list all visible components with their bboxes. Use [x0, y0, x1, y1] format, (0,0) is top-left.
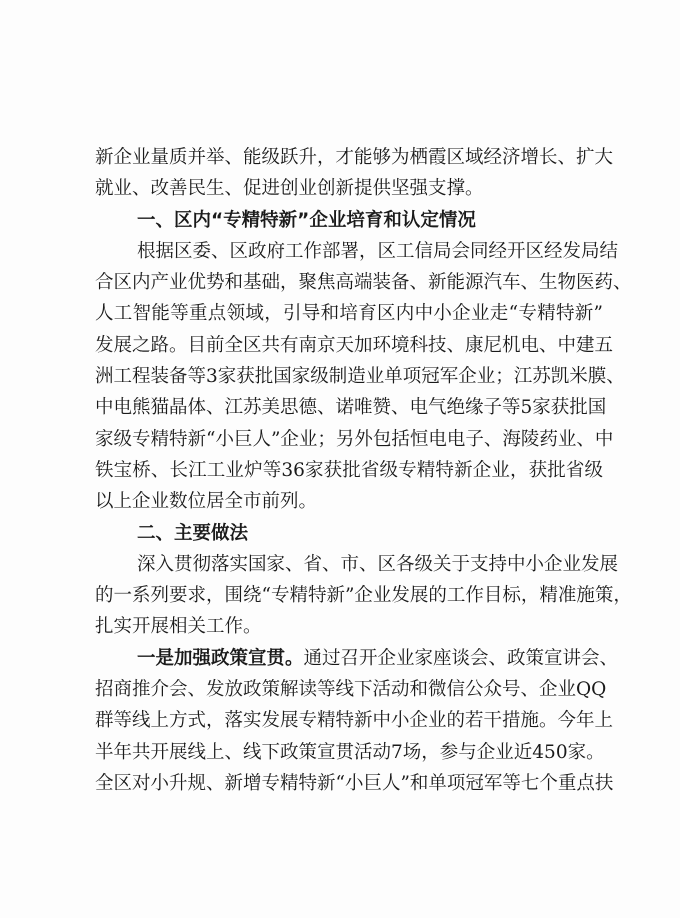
text-line: 家级专精特新“小巨人”企业；另外包括恒电电子、海陵药业、中: [95, 428, 614, 450]
text-line: 中电熊猫晶体、江苏美思德、诺唯赞、电气绝缘子等5家获批国: [95, 397, 607, 419]
text-line: 发展之路。目前全区共有南京天加环境科技、康尼机电、中建五: [95, 334, 614, 356]
text-line: 人工智能等重点领域，引导和培育区内中小企业走“专精特新”: [95, 303, 603, 325]
text-line: 根据区委、区政府工作部署，区工信局会同经开区经发局结: [137, 240, 619, 262]
text-line: 铁宝桥、长江工业炉等36家获批省级专精特新企业，获批省级: [95, 459, 603, 481]
text-line: 洲工程装备等3家获批国家级制造业单项冠军企业；江苏凯米膜、: [95, 366, 625, 388]
text-line: 的一系列要求，围绕“专精特新”企业发展的工作目标，精准施策，: [95, 585, 632, 607]
text-line: 深入贯彻落实国家、省、市、区各级关于支持中小企业发展: [137, 553, 619, 575]
text-line: 新企业量质并举、能级跃升，才能够为栖霞区域经济增长、扩大: [95, 147, 614, 168]
text-line: 就业、改善民生、促进创业创新提供坚强支撑。: [95, 178, 484, 200]
document-page: [95, 142, 632, 799]
text-line: 群等线上方式，落实发展专精特新中小企业的若干措施。今年上: [95, 710, 614, 732]
text-line: 以上企业数位居全市前列。: [95, 491, 318, 513]
text-line: 扎实开展相关工作。: [95, 616, 262, 638]
text-line: 合区内产业优势和基础，聚焦高端装备、新能源汽车、生物医药、: [95, 272, 632, 294]
section-heading-2: 二、主要做法: [137, 522, 249, 544]
text-line: 招商推介会、发放政策解读等线下活动和微信公众号、企业QQ: [95, 679, 607, 701]
point-lead: 一是加强政策宣贯。: [137, 647, 304, 669]
text-line: 半年共开展线上、线下政策宣贯活动7场，参与企业近450家。: [95, 741, 605, 763]
section-heading-1: 一、区内“专精特新”企业培育和认定情况: [137, 209, 476, 231]
text-line: [95, 643, 619, 674]
text-line: 全区对小升规、新增专精特新“小巨人”和单项冠军等七个重点扶: [95, 772, 614, 794]
point-text: 通过召开企业家座谈会、政策宣讲会、: [303, 647, 619, 669]
